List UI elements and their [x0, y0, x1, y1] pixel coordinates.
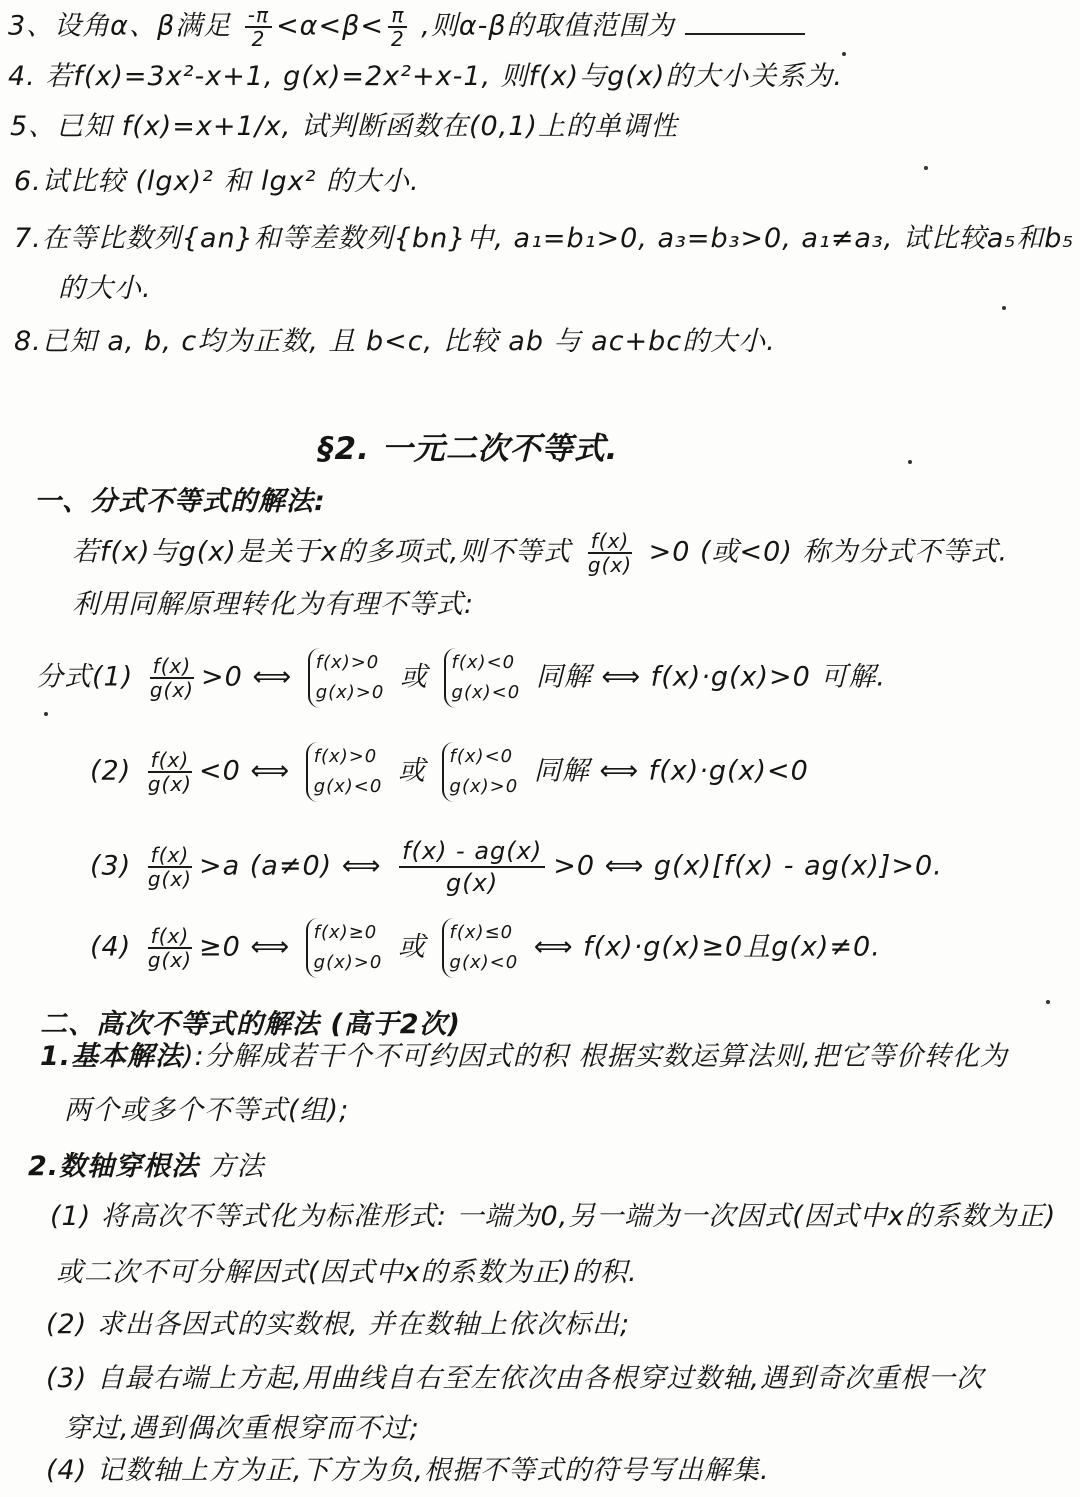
- answer-blank: [685, 13, 805, 35]
- exercise-3-question: ,则α-β的取值范围为: [411, 10, 675, 42]
- part1-principle: 利用同解原理转化为有理不等式:: [72, 589, 475, 620]
- step-1-cont: 或二次不可分解因式(因式中x的系数为正)的积.: [56, 1257, 638, 1288]
- system-row: f(x)>0: [315, 652, 380, 673]
- case-label: (2): [90, 755, 132, 787]
- fraction-numerator: -π: [245, 4, 272, 28]
- section-title: §2. 一元二次不等式.: [318, 431, 619, 467]
- fraction: [585, 530, 635, 576]
- basic-method-text: ):分解成若干个不可约因式的积 根据实数运算法则,把它等价转化为: [183, 1041, 1008, 1072]
- relation: <0: [198, 755, 241, 787]
- system-row: g(x)>0: [313, 952, 383, 973]
- fraction: [147, 655, 197, 701]
- case-tail: 同解 ⟺ f(x)·g(x)<0: [533, 755, 809, 787]
- case-2: [90, 742, 809, 802]
- system-b: [442, 742, 519, 802]
- system-row: g(x)<0: [313, 776, 383, 797]
- exercise-5: 5、已知 f(x)=x+1/x, 试判断函数在(0,1)上的单调性: [10, 111, 678, 142]
- system-row: f(x)<0: [451, 652, 516, 673]
- step-2: (2) 求出各因式的实数根, 并在数轴上依次标出;: [46, 1309, 631, 1340]
- exercise-8: 8.已知 a, b, c均为正数, 且 b<c, 比较 ab 与 ac+bc的大小.: [14, 326, 776, 357]
- fraction-denominator: g(x): [149, 678, 194, 702]
- method-suffix: 方法: [199, 1151, 265, 1182]
- step-3-cont: 穿过,遇到偶次重根穿而不过;: [64, 1413, 420, 1444]
- fraction: [399, 836, 545, 898]
- system-row: f(x)>0: [313, 746, 378, 767]
- part2-heading: 二、高次不等式的解法 (高于2次): [40, 1009, 461, 1040]
- relation: ≥0 ⟺: [198, 931, 291, 963]
- fraction-numerator: f(x): [148, 925, 192, 949]
- system-row: f(x)≤0: [449, 922, 514, 943]
- system-row: g(x)<0: [449, 952, 519, 973]
- exercise-3-text: 3、设角α、β满足: [8, 10, 241, 42]
- fraction: [145, 844, 195, 890]
- fraction-numerator: π: [388, 4, 407, 28]
- system-row: g(x)<0: [451, 682, 521, 703]
- system-a: [306, 918, 383, 978]
- system-b: [444, 648, 521, 708]
- case-tail: 同解 ⟺ f(x)·g(x)>0 可解.: [535, 661, 886, 693]
- pen-mark: [1046, 1000, 1050, 1004]
- case-4: [90, 918, 881, 978]
- fraction-denominator: 2: [390, 27, 405, 51]
- exercise-7: 7.在等比数列{an}和等差数列{bn}中, a₁=b₁>0, a₃=b₃>0, a₁≠a₃, 试比较a₅和b₅: [14, 223, 1075, 254]
- part1-definition: [72, 530, 1008, 576]
- basic-method: [40, 1040, 1008, 1074]
- equivalence-symbol: ⟺: [250, 755, 300, 787]
- fraction: [388, 4, 408, 50]
- or-word: 或: [397, 755, 426, 787]
- system-b: [442, 918, 519, 978]
- fraction-denominator: g(x): [147, 948, 192, 972]
- fraction-denominator: g(x): [147, 772, 192, 796]
- pen-mark: [842, 52, 846, 56]
- pen-mark: [1002, 306, 1006, 310]
- fraction-numerator: f(x): [148, 749, 192, 773]
- step-3: (3) 自最右端上方起,用曲线自右至左依次由各根穿过数轴,遇到奇次重根一次: [46, 1363, 984, 1394]
- case-label: (4): [90, 931, 132, 963]
- system-a: [306, 742, 383, 802]
- pen-mark: [924, 166, 928, 170]
- fraction-numerator: f(x): [150, 655, 194, 679]
- fraction-denominator: g(x): [446, 869, 499, 897]
- case-label: 分式(1): [36, 661, 134, 693]
- exercise-4: 4. 若f(x)=3x²-x+1, g(x)=2x²+x-1, 则f(x)与g(x)的大小关系为.: [8, 61, 843, 92]
- fraction-denominator: g(x): [147, 867, 192, 891]
- fraction: [145, 925, 195, 971]
- fraction-denominator: 2: [251, 27, 266, 51]
- case-1: [36, 648, 886, 708]
- fraction-numerator: f(x): [588, 530, 632, 554]
- system-row: f(x)<0: [449, 746, 514, 767]
- number-line-method: [28, 1150, 265, 1184]
- case-tail: ⟺ f(x)·g(x)≥0且g(x)≠0.: [533, 931, 881, 963]
- step-4: (4) 记数轴上方为正,下方为负,根据不等式的符号写出解集.: [46, 1455, 770, 1486]
- relation: >0: [200, 661, 243, 693]
- fraction-numerator: f(x) - ag(x): [399, 836, 545, 868]
- exercise-7-cont: 的大小.: [58, 273, 152, 304]
- definition-text: 若f(x)与g(x)是关于x的多项式,则不等式: [72, 536, 581, 568]
- system-a: [308, 648, 385, 708]
- equivalence-symbol: ⟺: [252, 661, 302, 693]
- pen-mark: [44, 712, 48, 716]
- or-word: 或: [397, 931, 426, 963]
- system-row: g(x)>0: [315, 682, 385, 703]
- pen-mark: [908, 460, 912, 464]
- fraction-denominator: g(x): [587, 553, 633, 577]
- exercise-3-inequality: <α<β<: [276, 10, 384, 42]
- case-label: (3): [90, 850, 132, 882]
- basic-method-label: 1.基本解法: [40, 1041, 184, 1072]
- system-row: g(x)>0: [449, 776, 519, 797]
- step-1: (1) 将高次不等式化为标准形式: 一端为0,另一端为一次因式(因式中x的系数为正): [50, 1201, 1057, 1232]
- case-3: [90, 836, 943, 898]
- fraction: [245, 4, 272, 50]
- or-word: 或: [399, 661, 428, 693]
- part1-heading: 一、分式不等式的解法:: [34, 486, 326, 517]
- definition-suffix: >0 (或<0) 称为分式不等式.: [639, 536, 1009, 568]
- system-row: f(x)≥0: [313, 922, 378, 943]
- fraction-numerator: f(x): [148, 844, 192, 868]
- exercise-3: [8, 4, 805, 50]
- exercise-6: 6.试比较 (lgx)² 和 lgx² 的大小.: [14, 166, 420, 197]
- relation: >a (a≠0) ⟺: [198, 850, 382, 882]
- fraction: [145, 749, 195, 795]
- case-tail: >0 ⟺ g(x)[f(x) - ag(x)]>0.: [553, 850, 943, 882]
- method-label: 2.数轴穿根法: [28, 1151, 200, 1182]
- basic-method-cont: 两个或多个不等式(组);: [64, 1095, 350, 1126]
